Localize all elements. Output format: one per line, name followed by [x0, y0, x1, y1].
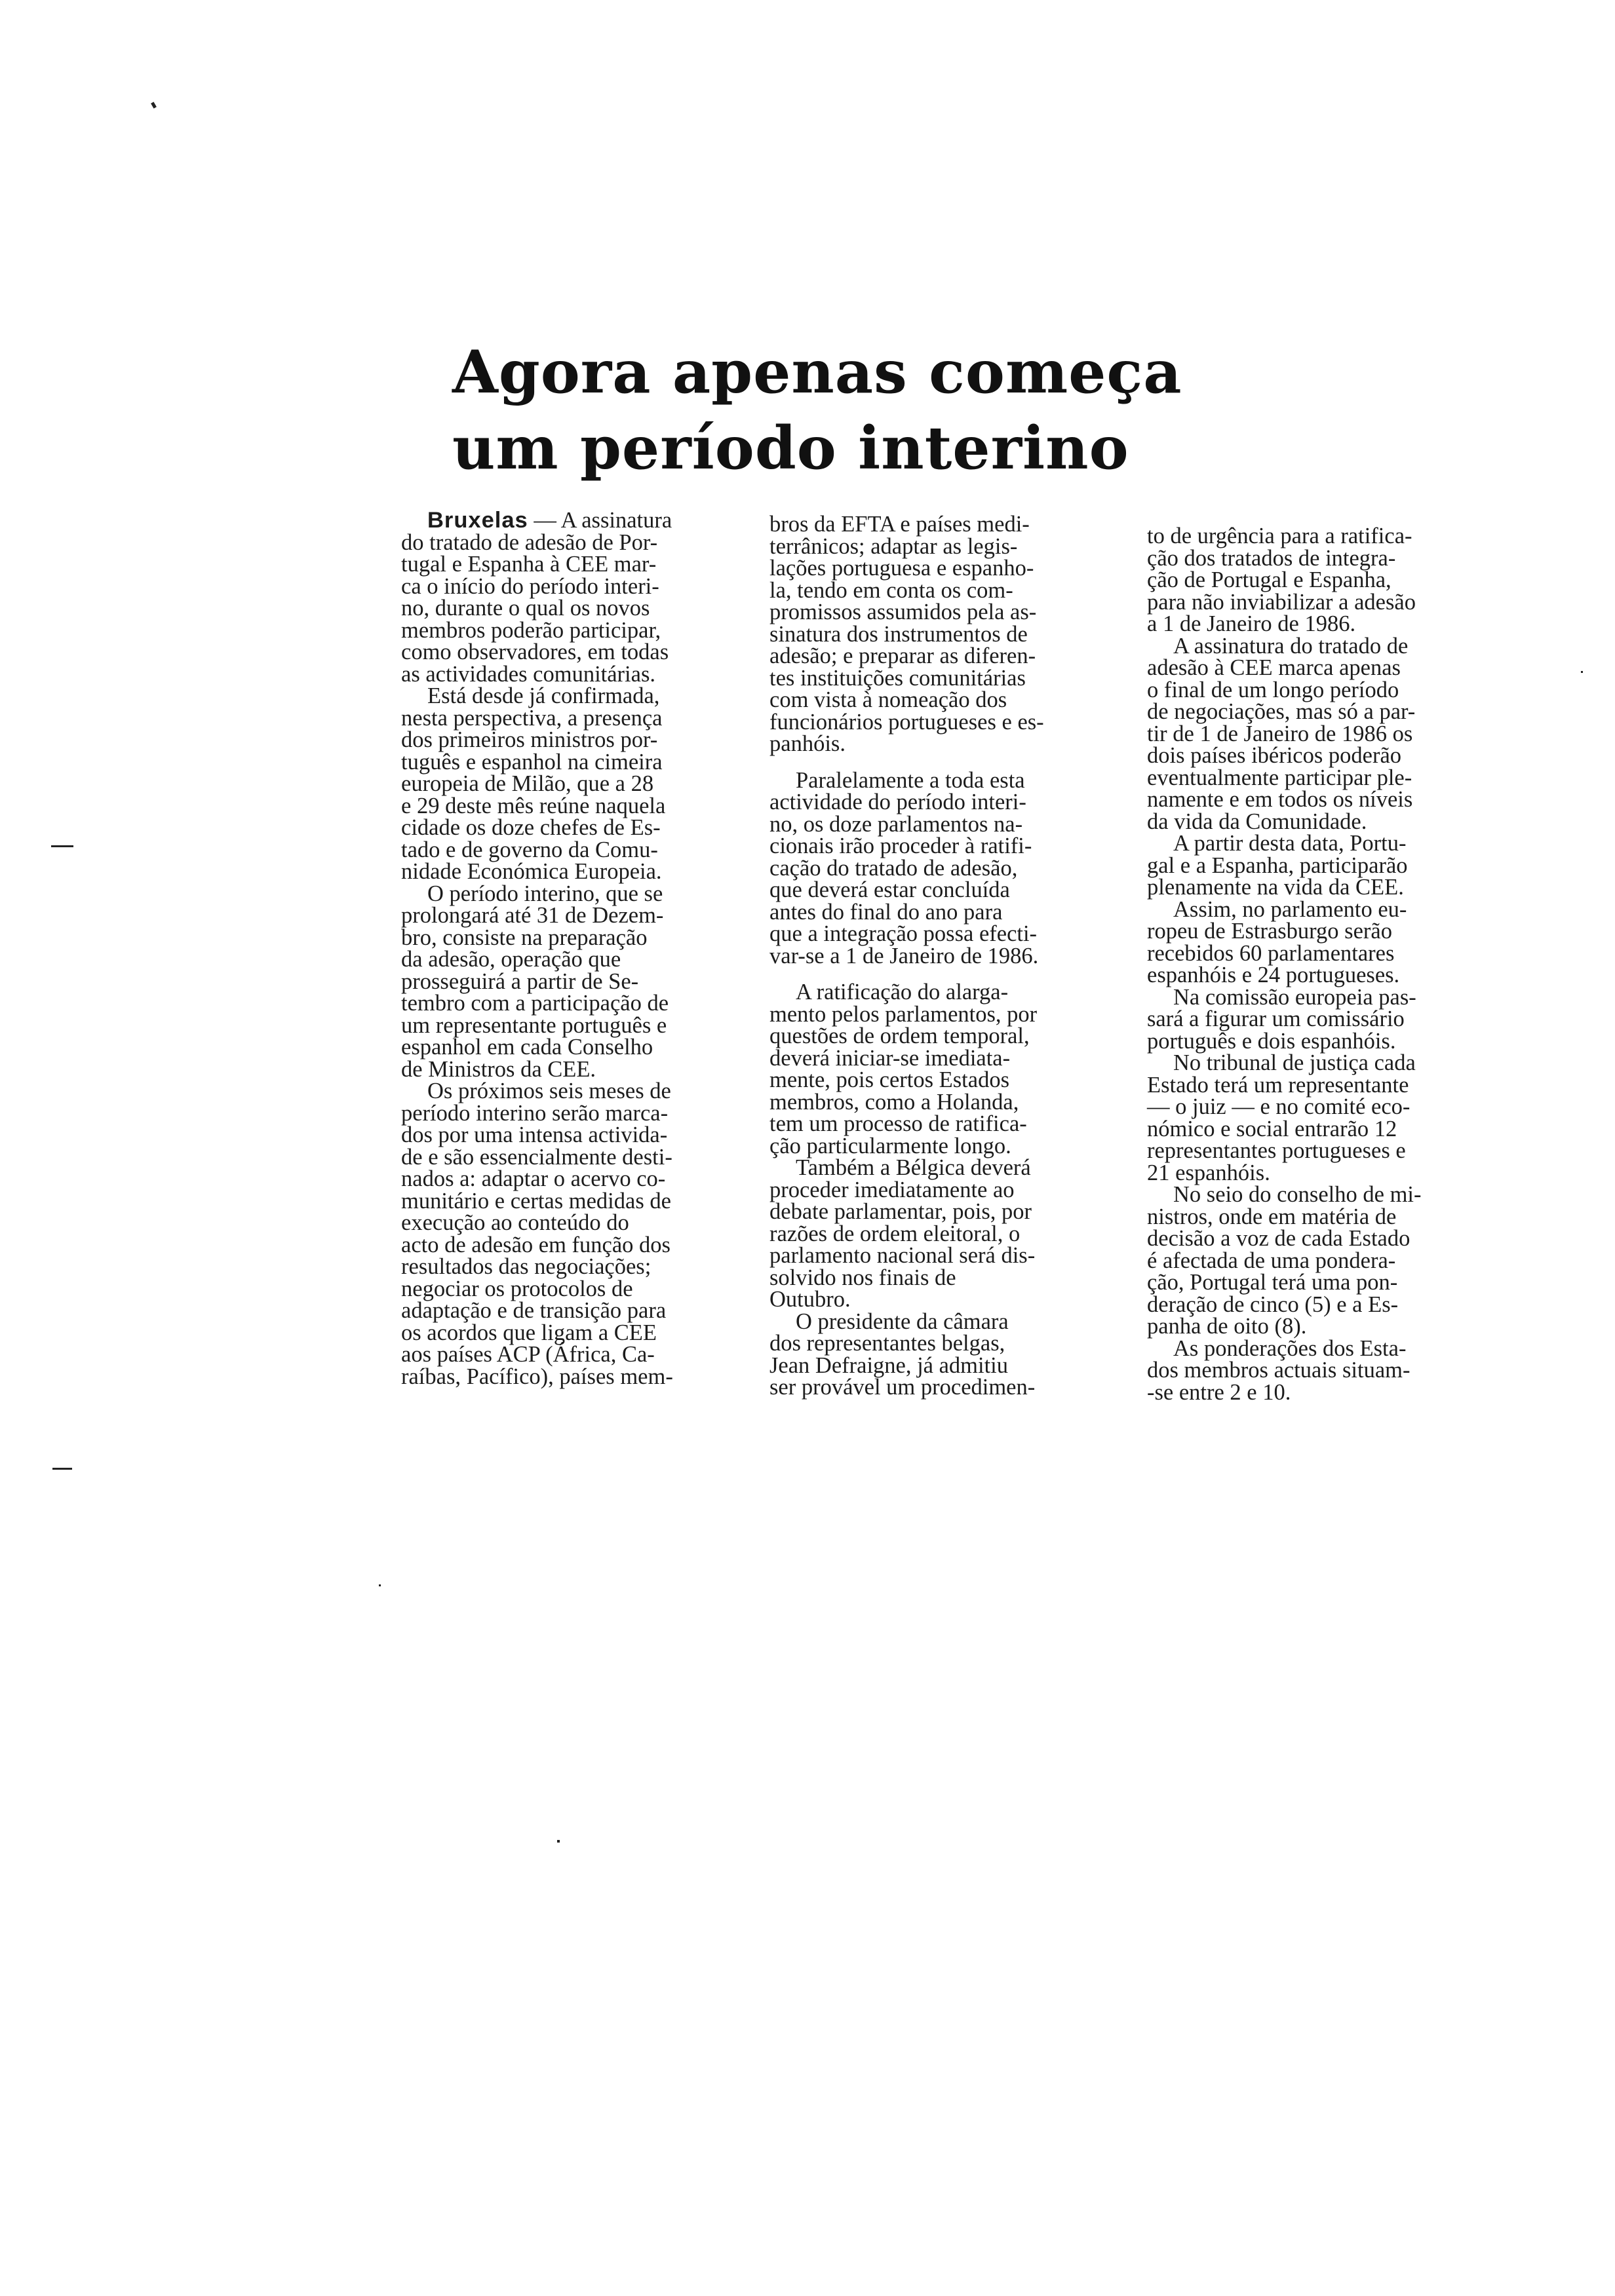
article-column-1	[401, 510, 745, 1388]
paragraph: Assim, no parlamento eu- ropeu de Estrasburgo serão recebidos 60 parlamentares espanhóis e 24 portugueses.	[1147, 896, 1407, 987]
paragraph-text: — A assinatura do tratado de adesão de Por- tugal e Espanha à CEE mar- ca o início do período interi- no, durante o qual os novos membros poderão participar, como observadores, em todas as actividades comunitárias.	[401, 508, 672, 687]
paragraph: O período interino, que se prolongará até 31 de Dezem- bro, consiste na preparação da adesão, operação que prosseguirá a partir de Se- tembro com a participação de um representante português e espanhol em cada Conselho de Ministros da CEE.	[401, 881, 669, 1082]
paragraph: No seio do conselho de mi- nistros, onde em matéria de decisão a voz de cada Estado é afectada de uma pondera- ção, Portugal terá uma pon- deração de cinco (5) e a Es- panha de oito (8).	[1147, 1182, 1422, 1339]
dateline: Bruxelas	[427, 508, 528, 533]
paragraph: Também a Bélgica deverá proceder imediatamente ao debate parlamentar, pois, por razões de ordem eleitoral, o parlamento nacional será dis- solvido nos finais de Outubro.	[769, 1155, 1036, 1312]
paragraph: bros da EFTA e países medi- terrânicos; adaptar as legis- lações portuguesa e espanho- la, tendo em conta os com- promissos assumidos pela as- sinatura dos instrumentos de adesão; e preparar as diferen- tes instituições comunitárias com vista à nomeação dos funcionários portugueses e es- panhóis.	[769, 512, 1044, 756]
article-column-3	[1147, 526, 1491, 1404]
article-column-2	[769, 514, 1114, 1399]
margin-mark	[51, 845, 73, 847]
paragraph: Na comissão europeia pas- sará a figurar um comissário português e dois espanhóis.	[1147, 984, 1416, 1054]
paragraph: As ponderações dos Esta- dos membros actuais situam- -se entre 2 e 10.	[1147, 1335, 1411, 1405]
scan-speck	[1581, 671, 1583, 673]
headline	[452, 334, 1180, 486]
headline-line: um período interino	[452, 413, 1129, 483]
paragraph: to de urgência para a ratifica- ção dos tratados de integra- ção de Portugal e Espanha, para não inviabilizar a adesão a 1 de Janeiro de 1986.	[1147, 524, 1416, 636]
paragraph: No tribunal de justiça cada Estado terá um representante — o juiz — e no comité eco- nómico e social entrarão 12 representantes portugueses e 21 espanhóis.	[1147, 1050, 1416, 1185]
paragraph: A assinatura do tratado de adesão à CEE marca apenas o final de um longo período de negociações, mas só a par- tir de 1 de Janeiro de 1986 os dois países ibéricos poderão eventualmente participar ple- namente e em todos os níveis da vida da Comunidade.	[1147, 633, 1416, 834]
scan-speck	[557, 1840, 560, 1843]
paragraph: O presidente da câmara dos representantes belgas, Jean Defraigne, já admitiu ser provável um procedimen-	[769, 1309, 1036, 1400]
scan-speck	[379, 1584, 381, 1586]
paragraph: A partir desta data, Portu- gal e a Espanha, participarão plenamente na vida da CEE.	[1147, 831, 1408, 900]
paragraph: Os próximos seis meses de período interino serão marca- dos por uma intensa activida- de e são essencialmente desti- nados a: adaptar o acervo co- munitário e certas medidas de execução ao conteúdo do acto de adesão em função dos resultados das negociações; negociar os protocolos de adaptação e de transição para os acordos que ligam a CEE aos países ACP (África, Ca- raíbas, Pacífico), países mem-	[401, 1079, 673, 1389]
paragraph: Está desde já confirmada, nesta perspectiva, a presença dos primeiros ministros por- tuguês e espanhol na cimeira europeia de Milão, que a 28 e 29 deste mês reúne naquela cidade os doze chefes de Es- tado e de governo da Comu- nidade Económica Europeia.	[401, 683, 666, 884]
scan-speck	[151, 102, 157, 108]
paragraph: A ratificação do alarga- mento pelos parlamentos, por questões de ordem temporal, deverá iniciar-se imediata- mente, pois certos Estados membros, como a Holanda, tem um processo de ratifica- ção particularmente longo.	[769, 980, 1038, 1158]
margin-mark	[52, 1468, 72, 1470]
paragraph: Paralelamente a toda esta actividade do período interi- no, os doze parlamentos na- cionais irão proceder à ratifi- cação do tratado de adesão, que deverá estar concluída antes do final do ano para que a integração possa efecti- var-se a 1 de Janeiro de 1986.	[769, 767, 1039, 968]
headline-line: Agora apenas começa	[452, 337, 1182, 407]
paragraph	[401, 510, 745, 685]
